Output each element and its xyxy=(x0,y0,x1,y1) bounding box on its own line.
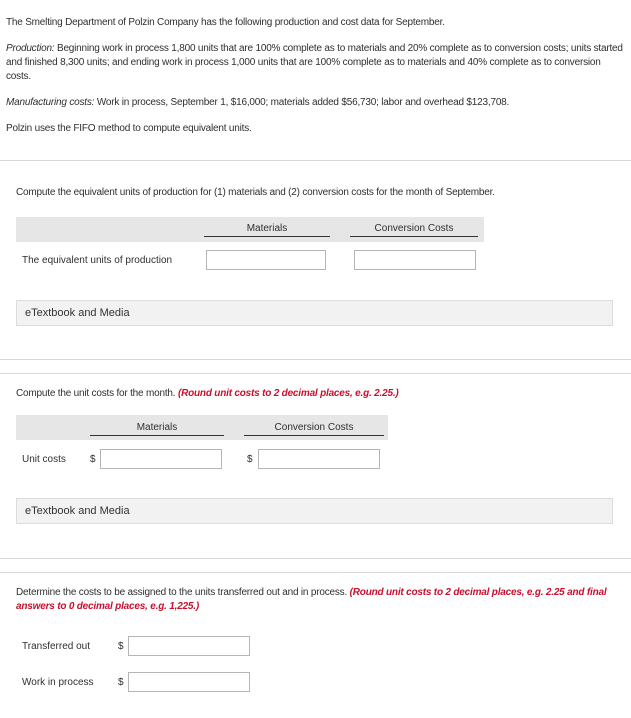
part2-instruction: (Round unit costs to 2 decimal places, e.g. 2.25.) xyxy=(177,388,399,399)
currency-symbol: $ xyxy=(90,454,96,465)
production-text: Beginning work in process 1,800 units that are 100% complete as to materials and 20% complete as to conversion costs; units started and finished 8,300 units; and ending work in process 1,000 units that are 100% complete as to materials and 40% complete as to conversion costs. xyxy=(6,43,623,82)
divider xyxy=(0,160,631,161)
part1-col-materials: Materials xyxy=(204,223,330,237)
part1-row-label: The equivalent units of production xyxy=(22,255,173,266)
part1-etextbook-link[interactable]: eTextbook and Media xyxy=(16,300,613,326)
manufacturing-text: Work in process, September 1, $16,000; materials added $56,730; labor and overhead $123,708. xyxy=(94,97,510,108)
part1-col-conversion: Conversion Costs xyxy=(350,223,478,237)
divider xyxy=(0,359,631,360)
work-in-process-input[interactable] xyxy=(128,672,250,692)
intro-paragraph: The Smelting Department of Polzin Company has the following production and cost data for September. xyxy=(6,17,445,28)
part2-col-conversion: Conversion Costs xyxy=(244,422,384,436)
part2-col-materials: Materials xyxy=(90,422,224,436)
part2-row-label: Unit costs xyxy=(22,454,66,465)
equivalent-units-materials-input[interactable] xyxy=(206,250,326,270)
transferred-out-input[interactable] xyxy=(128,636,250,656)
currency-symbol: $ xyxy=(247,454,253,465)
problem-intro xyxy=(6,16,626,148)
transferred-out-label: Transferred out xyxy=(22,641,90,652)
part2-question-text: Compute the unit costs for the month. xyxy=(16,388,178,399)
currency-symbol: $ xyxy=(118,677,124,688)
production-label: Production: xyxy=(6,43,55,54)
part2-question xyxy=(16,387,399,401)
method-paragraph: Polzin uses the FIFO method to compute equivalent units. xyxy=(6,123,252,134)
equivalent-units-conversion-input[interactable] xyxy=(354,250,476,270)
divider xyxy=(0,373,631,374)
part3-question xyxy=(16,586,616,614)
part3-question-text: Determine the costs to be assigned to the units transferred out and in process. xyxy=(16,587,350,598)
manufacturing-paragraph xyxy=(6,96,626,110)
unit-cost-conversion-input[interactable] xyxy=(258,449,380,469)
currency-symbol: $ xyxy=(118,641,124,652)
divider xyxy=(0,558,631,559)
unit-cost-materials-input[interactable] xyxy=(100,449,222,469)
production-paragraph xyxy=(6,42,626,84)
part1-question: Compute the equivalent units of production for (1) materials and (2) conversion costs for the month of September. xyxy=(16,187,495,198)
part2-etextbook-link[interactable]: eTextbook and Media xyxy=(16,498,613,524)
work-in-process-label: Work in process xyxy=(22,677,94,688)
part3-instruction: (Round unit costs to 2 decimal places, e.g. 2.25 and final answers to 0 decimal places, e.g. 1,225.) xyxy=(16,587,607,612)
manufacturing-label: Manufacturing costs: xyxy=(6,97,95,108)
divider xyxy=(0,572,631,573)
